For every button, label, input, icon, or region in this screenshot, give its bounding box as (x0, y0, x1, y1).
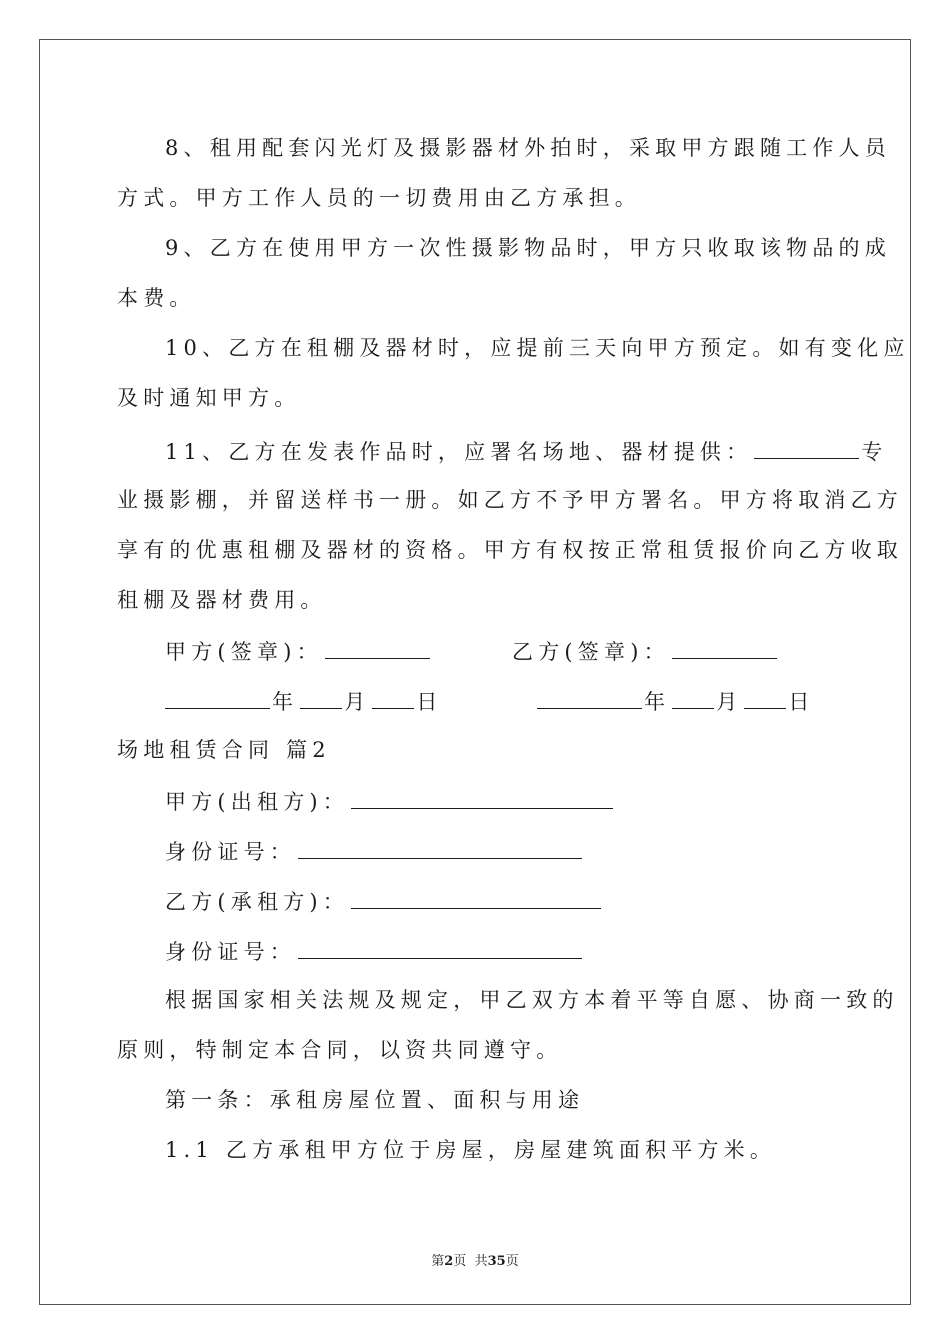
lessor-id-row (165, 840, 584, 863)
year-label: 年 (644, 690, 671, 714)
lessor-row (165, 790, 615, 813)
day-blank (372, 690, 414, 709)
intro-line-1: 根据国家相关法规及规定，甲乙双方本着平等自愿、协商一致的 (165, 988, 899, 1012)
clause-11-text-b: 专 (861, 440, 888, 464)
clause-10-line-1: 10、乙方在租棚及器材时，应提前三天向甲方预定。如有变化应 (165, 336, 910, 360)
clause-8-line-1: 8、租用配套闪光灯及摄影器材外拍时，采取甲方跟随工作人员 (165, 136, 891, 160)
day-label: 日 (788, 690, 815, 714)
party-a-signature (165, 640, 432, 663)
year-blank (165, 690, 270, 709)
month-blank (300, 690, 342, 709)
article-1-heading: 第一条：承租房屋位置、面积与用途 (165, 1088, 585, 1112)
lessee-blank (351, 890, 601, 909)
party-a-date (163, 690, 443, 713)
clause-11-text-a: 11、乙方在发表作品时，应署名场地、器材提供： (165, 440, 753, 464)
lessee-label: 乙方(承租方)： (165, 890, 349, 914)
party-b-sign-blank (672, 640, 777, 659)
clause-1-1: 1.1 乙方承租甲方位于房屋，房屋建筑面积平方米。 (165, 1138, 777, 1162)
clause-9-line-1: 9、乙方在使用甲方一次性摄影物品时，甲方只收取该物品的成 (165, 236, 891, 260)
lessor-blank (351, 790, 613, 809)
page-footer (0, 1250, 950, 1269)
current-page-number: 2 (444, 1254, 454, 1269)
month-blank (672, 690, 714, 709)
id-label-2: 身份证号： (165, 940, 296, 964)
party-b-signature (512, 640, 779, 663)
year-blank (537, 690, 642, 709)
page-border (39, 39, 911, 1305)
year-label: 年 (272, 690, 299, 714)
section-2-title: 场地租赁合同 篇2 (117, 738, 331, 762)
clause-8-line-2: 方式。甲方工作人员的一切费用由乙方承担。 (117, 186, 641, 210)
footer-prefix: 第 (431, 1254, 445, 1269)
clause-11-line-1 (165, 440, 888, 463)
footer-suffix: 页 (505, 1254, 519, 1269)
party-a-sign-blank (325, 640, 430, 659)
lessor-label: 甲方(出租方)： (165, 790, 349, 814)
party-b-date (535, 690, 815, 713)
id-label-1: 身份证号： (165, 840, 296, 864)
day-blank (744, 690, 786, 709)
total-page-count: 35 (487, 1254, 506, 1269)
provider-blank (754, 440, 859, 459)
month-label: 月 (344, 690, 371, 714)
intro-line-2: 原则，特制定本合同，以资共同遵守。 (117, 1038, 563, 1062)
lessor-id-blank (298, 840, 582, 859)
clause-11-line-3: 享有的优惠租棚及器材的资格。甲方有权按正常租赁报价向乙方收取 (117, 538, 903, 562)
lessee-id-blank (298, 940, 582, 959)
clause-10-line-2: 及时通知甲方。 (117, 386, 301, 410)
clause-11-line-2: 业摄影棚，并留送样书一册。如乙方不予甲方署名。甲方将取消乙方 (117, 488, 903, 512)
clause-11-line-4: 租棚及器材费用。 (117, 588, 327, 612)
party-b-label: 乙方(签章)： (512, 640, 670, 664)
footer-mid: 页 共 (453, 1254, 488, 1269)
lessee-id-row (165, 940, 584, 963)
clause-9-line-2: 本费。 (117, 286, 196, 310)
day-label: 日 (416, 690, 443, 714)
party-a-label: 甲方(签章)： (165, 640, 323, 664)
month-label: 月 (716, 690, 743, 714)
lessee-row (165, 890, 603, 913)
